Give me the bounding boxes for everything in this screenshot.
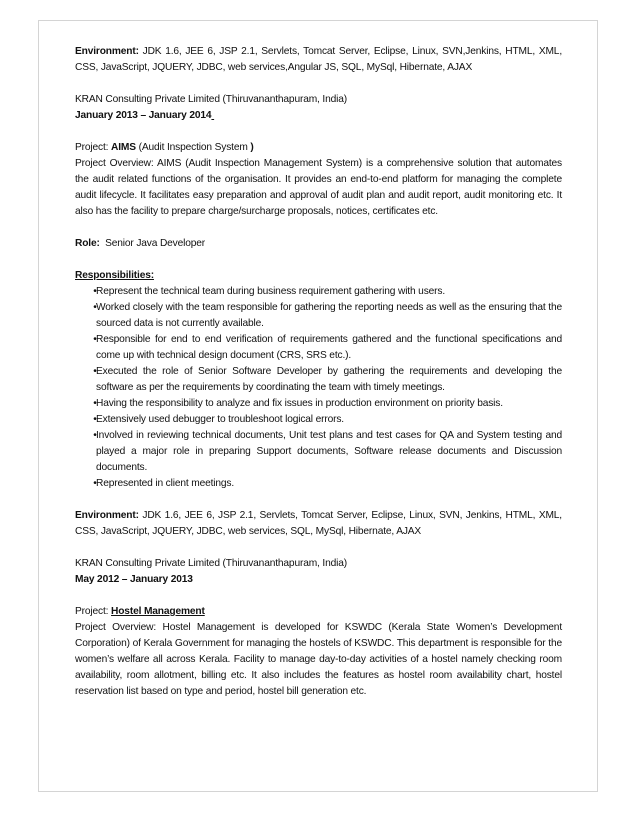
- responsibility-text: Responsible for end to end verification of requirements gathered and the functional specifications and come up with technical design document (CRS, SRS etc.).: [96, 334, 562, 361]
- bullet-icon: •: [93, 302, 97, 313]
- responsibility-item: [75, 364, 562, 396]
- responsibility-text: Represented in client meetings.: [96, 478, 235, 489]
- job-1-project: [75, 140, 562, 156]
- bullet-icon: •: [93, 430, 97, 441]
- responsibility-item: [75, 476, 562, 492]
- responsibility-item: [75, 284, 562, 300]
- job-2-project-name: Hostel Management: [111, 606, 205, 617]
- responsibility-text: Executed the role of Senior Software Developer by gathering the requirements and developing the software as per the requirements by coordinating the team with timely meetings.: [96, 366, 562, 393]
- responsibility-item: [75, 396, 562, 412]
- job-1-overview: Project Overview: AIMS (Audit Inspection Management System) is a comprehensive solution that automates the audit related functions of the organisation. It provides an end-to-end platform for managing the complete audit lifecycle. It facilitates easy preparation and approval of audit plan and audit report, audit monitoring etc. It also has the facility to prepare charge/surcharge proposals, notices, certificates etc.: [75, 158, 562, 217]
- job-2-project-label: Project:: [75, 606, 112, 617]
- bullet-icon: •: [93, 286, 97, 297]
- job-1-responsibilities-label: Responsibilities:: [75, 270, 154, 281]
- job-1-role-value: Senior Java Developer: [105, 238, 206, 249]
- responsibility-item: [75, 300, 562, 332]
- bullet-icon: •: [93, 398, 97, 409]
- responsibility-text: Represent the technical team during business requirement gathering with users.: [96, 286, 446, 297]
- job-2-project: [75, 604, 562, 620]
- bullet-icon: •: [93, 414, 97, 425]
- job-2-overview: Project Overview: Hostel Management is developed for KSWDC (Kerala State Women’s Development Corporation) of Kerala Government for managing the hostels of KSWDC. This department is responsible for the women’s welfare all across Kerala. Facility to manage day-to-day activities of a hostel namely checking room availability, room allotment, billing etc. It also includes the features as hostel room availability chart, hostel reservation list based on type and period, hostel bill generation etc.: [75, 622, 562, 697]
- responsibility-text: Involved in reviewing technical documents, Unit test plans and test cases for QA and System testing and played a major role in preparing Support documents, Software release documents and Discussion documents.: [96, 430, 562, 473]
- environment-1-text: JDK 1.6, JEE 6, JSP 2.1, Servlets, Tomcat Server, Eclipse, Linux, SVN,Jenkins, HTML, XML, CSS, JavaScript, JQUERY, JDBC, web services,Angular JS, SQL, MySql, Hibernate, AJAX: [75, 46, 562, 73]
- environment-2: [75, 508, 562, 540]
- job-2-period: May 2012 – January 2013: [75, 574, 193, 585]
- job-1-period-text: January 2013 – January 2014: [75, 110, 212, 121]
- responsibility-text: Having the responsibility to analyze and fix issues in production environment on priority basis.: [96, 398, 503, 409]
- job-1-project-paren: (Audit Inspection System: [135, 142, 251, 153]
- responsibility-text: Extensively used debugger to troubleshoot logical errors.: [96, 414, 344, 425]
- resume-content: [75, 44, 562, 700]
- job-2-company: KRAN Consulting Private Limited (Thiruvananthapuram, India): [75, 558, 348, 569]
- bullet-icon: •: [93, 478, 97, 489]
- responsibility-item: [75, 412, 562, 428]
- job-1-period: [75, 108, 562, 124]
- job-1-role-label: Role:: [75, 238, 100, 249]
- responsibility-item: [75, 428, 562, 476]
- job-1-project-paren-close: ): [250, 142, 254, 153]
- responsibility-text: Worked closely with the team responsible for gathering the reporting needs as well as the ensuring that the sourced data is not currently available.: [96, 302, 562, 329]
- environment-1-label: Environment:: [75, 46, 139, 57]
- job-1-project-label: Project:: [75, 142, 112, 153]
- environment-2-label: Environment:: [75, 510, 139, 521]
- bullet-icon: •: [93, 334, 97, 345]
- environment-2-text: JDK 1.6, JEE 6, JSP 2.1, Servlets, Tomcat Server, Eclipse, Linux, SVN, Jenkins, HTML, XML, CSS, JavaScript, JQUERY, JDBC, web services, SQL, MySql, Hibernate, AJAX: [75, 510, 562, 537]
- job-1-project-name: AIMS: [111, 142, 136, 153]
- job-1-role: [75, 236, 562, 252]
- responsibility-item: [75, 332, 562, 364]
- bullet-icon: •: [93, 366, 97, 377]
- environment-1: [75, 44, 562, 76]
- job-1-company: KRAN Consulting Private Limited (Thiruvananthapuram, India): [75, 94, 348, 105]
- job-1-responsibilities-list: [75, 284, 562, 492]
